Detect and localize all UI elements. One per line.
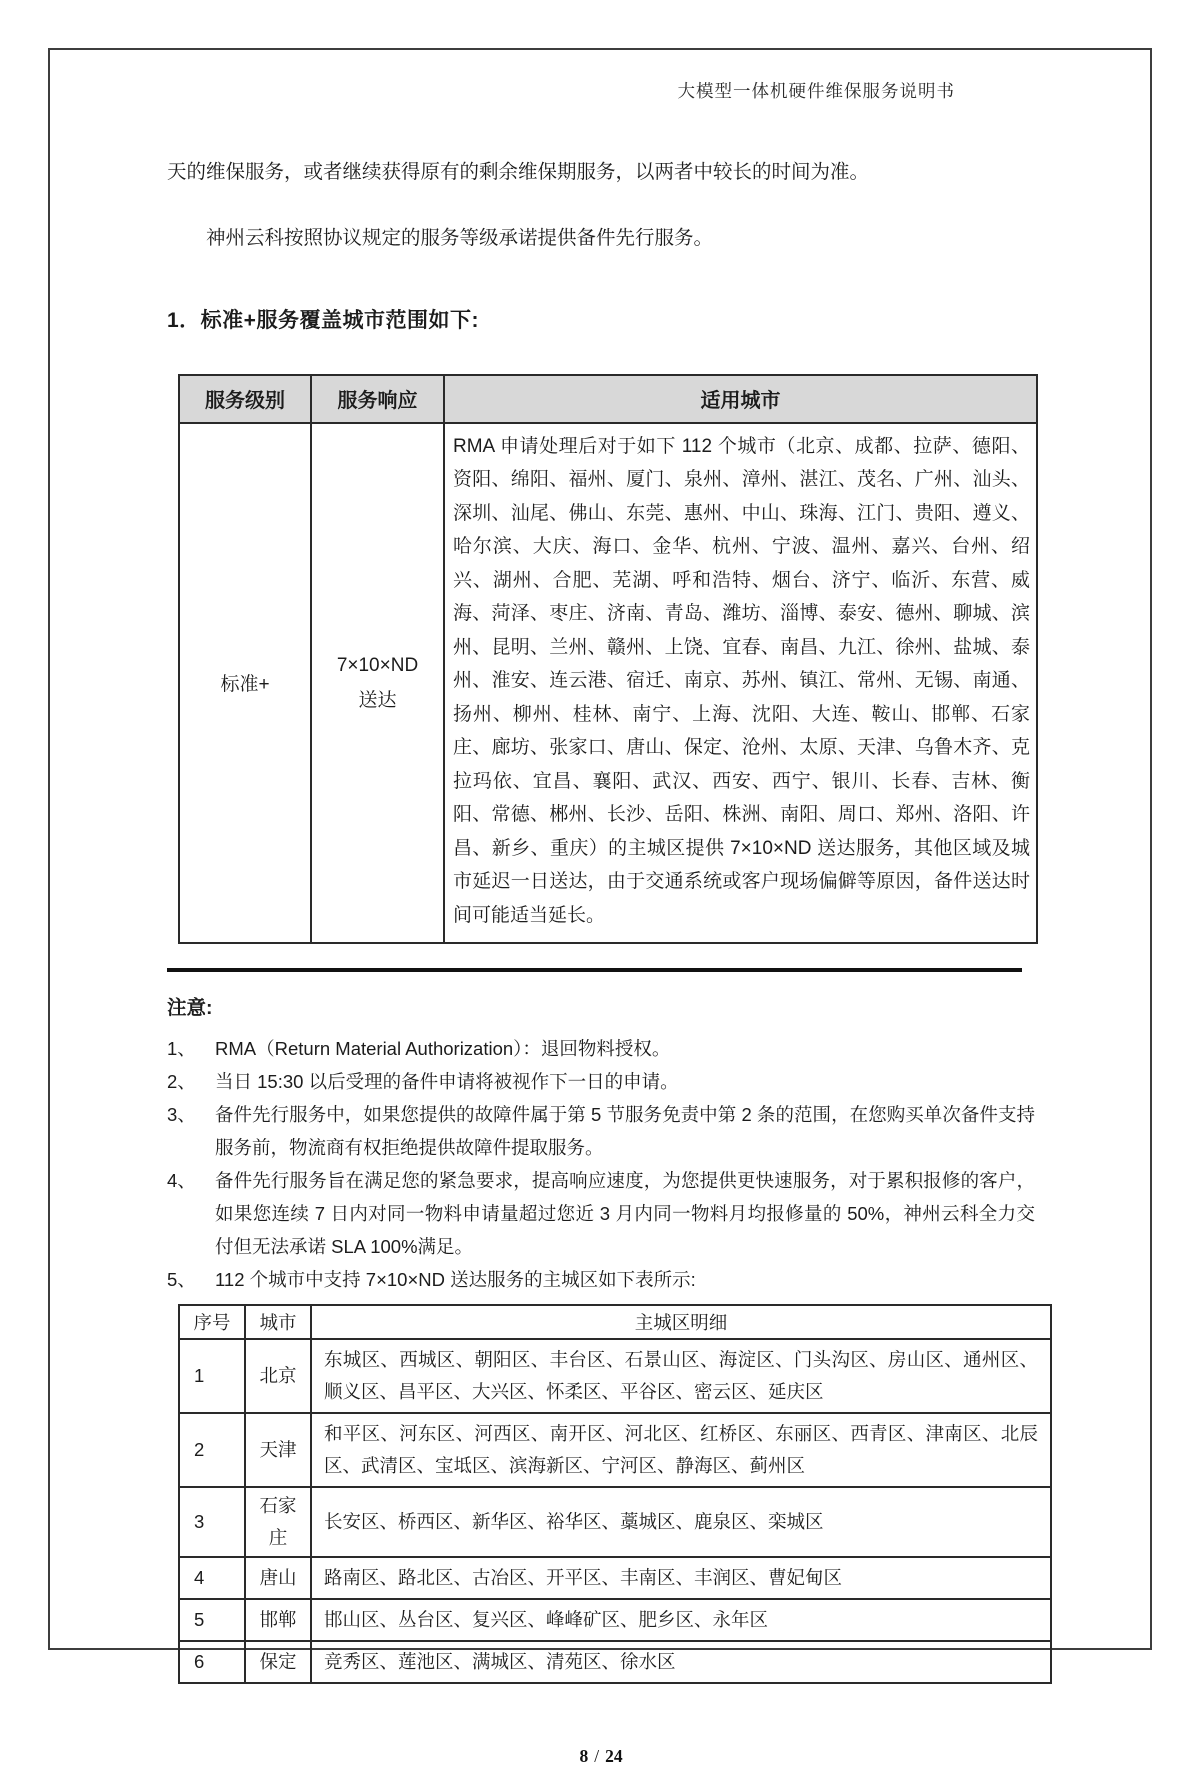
document-header-title: 大模型一体机硬件维保服务说明书	[677, 81, 955, 101]
districts-cell: 路南区、路北区、古冶区、开平区、丰南区、丰润区、曹妃甸区	[311, 1557, 1051, 1599]
city-cell: 天津	[245, 1413, 311, 1487]
note-number: 4、	[167, 1170, 196, 1192]
city-cell: 北京	[245, 1339, 311, 1413]
body-paragraph: 天的维保服务，或者继续获得原有的剩余维保期服务，以两者中较长的时间为准。	[167, 161, 870, 183]
row-index-cell: 2	[179, 1413, 245, 1487]
page-number	[167, 1746, 1035, 1767]
row-index-cell: 3	[179, 1487, 245, 1557]
service-response-cell	[311, 423, 444, 944]
note-text: 备件先行服务旨在满足您的紧急要求，提高响应速度，为您提供更快速服务，对于累积报修的客户，如果您连续 7 日内对同一物料申请量超过您近 3 月内同一物料月均报修量的 50%，神州云科全力交付但无法承诺 SLA 100%满足。	[215, 1170, 1035, 1258]
note-text: RMA（Return Material Authorization）：退回物料授权。	[215, 1038, 671, 1060]
note-item	[167, 1032, 1035, 1065]
note-item	[167, 1065, 1035, 1098]
page-number-separator: /	[594, 1746, 600, 1767]
table-header-row	[179, 375, 1037, 423]
current-page-number: 8	[579, 1746, 589, 1767]
column-header-service-response: 服务响应	[311, 375, 444, 423]
table-row	[179, 1339, 1051, 1413]
districts-cell: 和平区、河东区、河西区、南开区、河北区、红桥区、东丽区、西青区、津南区、北辰区、武清区、宝坻区、滨海新区、宁河区、静海区、蓟州区	[311, 1413, 1051, 1487]
column-header-districts: 主城区明细	[311, 1305, 1051, 1339]
note-number: 3、	[167, 1104, 196, 1126]
row-index-cell: 4	[179, 1557, 245, 1599]
service-coverage-table	[178, 374, 1038, 945]
table-row	[179, 1487, 1051, 1557]
city-cell: 唐山	[245, 1557, 311, 1599]
note-item	[167, 1263, 1035, 1296]
column-header-applicable-cities: 适用城市	[444, 375, 1037, 423]
service-level-cell: 标准+	[179, 423, 311, 944]
body-paragraph-indented: 神州云科按照协议规定的服务等级承诺提供备件先行服务。	[206, 227, 714, 250]
note-text: 112 个城市中支持 7×10×ND 送达服务的主城区如下表所示:	[215, 1269, 696, 1291]
table-row	[179, 423, 1037, 944]
note-text: 备件先行服务中，如果您提供的故障件属于第 5 节服务免责中第 2 条的范围，在您购买单次备件支持服务前，物流商有权拒绝提供故障件提取服务。	[215, 1104, 1035, 1159]
response-line-2: 送达	[358, 689, 397, 711]
districts-cell: 东城区、西城区、朝阳区、丰台区、石景山区、海淀区、门头沟区、房山区、通州区、顺义区、昌平区、大兴区、怀柔区、平谷区、密云区、延庆区	[311, 1339, 1051, 1413]
response-line-1: 7×10×ND	[336, 654, 419, 676]
table-row	[179, 1599, 1051, 1641]
note-number: 1、	[167, 1038, 196, 1060]
row-index-cell: 6	[179, 1641, 245, 1683]
district-table	[178, 1304, 1052, 1684]
section-heading: 1．标准+服务覆盖城市范围如下:	[167, 308, 479, 332]
column-header-city: 城市	[245, 1305, 311, 1339]
notes-label: 注意:	[167, 997, 213, 1020]
column-header-index: 序号	[179, 1305, 245, 1339]
column-header-service-level: 服务级别	[179, 375, 311, 423]
city-cell: 邯郸	[245, 1599, 311, 1641]
row-index-cell: 5	[179, 1599, 245, 1641]
divider-rule	[167, 968, 1022, 972]
total-page-count: 24	[605, 1746, 623, 1767]
row-index-cell: 1	[179, 1339, 245, 1413]
note-number: 2、	[167, 1071, 196, 1093]
city-cell: 石家庄	[245, 1487, 311, 1557]
table-row	[179, 1641, 1051, 1683]
note-text: 当日 15:30 以后受理的备件申请将被视作下一日的申请。	[215, 1071, 679, 1093]
page-content	[167, 48, 1038, 1767]
note-item	[167, 1098, 1035, 1164]
city-cell: 保定	[245, 1641, 311, 1683]
districts-cell: 邯山区、丛台区、复兴区、峰峰矿区、肥乡区、永年区	[311, 1599, 1051, 1641]
table-row	[179, 1413, 1051, 1487]
districts-cell: 长安区、桥西区、新华区、裕华区、藁城区、鹿泉区、栾城区	[311, 1487, 1051, 1557]
note-item	[167, 1164, 1035, 1263]
districts-cell: 竞秀区、莲池区、满城区、清苑区、徐水区	[311, 1641, 1051, 1683]
table-row	[179, 1557, 1051, 1599]
applicable-cities-cell: RMA 申请处理后对于如下 112 个城市（北京、成都、拉萨、德阳、资阳、绵阳、福州、厦门、泉州、漳州、湛江、茂名、广州、汕头、深圳、汕尾、佛山、东莞、惠州、中山、珠海、江门、贵阳、遵义、哈尔滨、大庆、海口、金华、杭州、宁波、温州、嘉兴、台州、绍兴、湖州、合肥、芜湖、呼和浩特、烟台、济宁、临沂、东营、威海、菏泽、枣庄、济南、青岛、潍坊、淄博、泰安、德州、聊城、滨州、昆明、兰州、赣州、上饶、宜春、南昌、九江、徐州、盐城、泰州、淮安、连云港、宿迁、南京、苏州、镇江、常州、无锡、南通、扬州、柳州、桂林、南宁、上海、沈阳、大连、鞍山、邯郸、石家庄、廊坊、张家口、唐山、保定、沧州、太原、天津、乌鲁木齐、克拉玛依、宜昌、襄阳、武汉、西安、西宁、银川、长春、吉林、衡阳、常德、郴州、长沙、岳阳、株洲、南阳、周口、郑州、洛阳、许昌、新乡、重庆）的主城区提供 7×10×ND 送达服务，其他区域及城市延迟一日送达，由于交通系统或客户现场偏僻等原因，备件送达时间可能适当延长。	[444, 423, 1037, 944]
note-number: 5、	[167, 1269, 196, 1291]
table-header-row	[179, 1305, 1051, 1339]
